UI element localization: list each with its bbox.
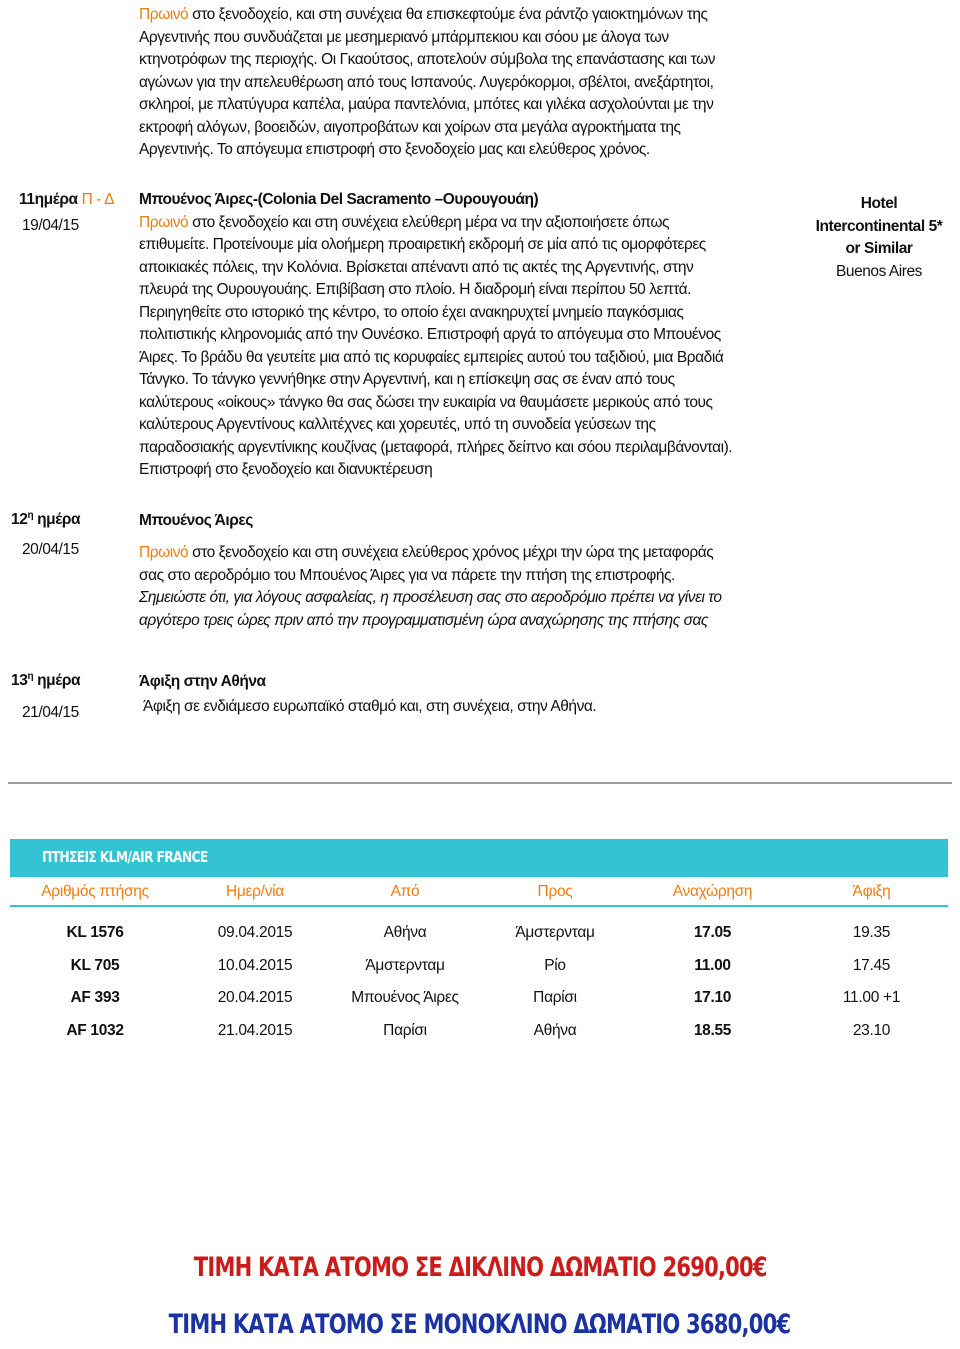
col-flight-number: Αριθμός πτήσης [41,883,149,900]
table-row: AF 1032 21.04.2015 Παρίσι Αθήνα 18.55 23.10 [66,1021,891,1039]
table-row: KL 705 10.04.2015 Άμστερνταμ Ρίο 11.00 17.45 [70,956,891,974]
day11-date: 19/04/15 [22,217,79,234]
col-date: Ημερ/νία [226,883,284,900]
day11-label: 11ημέρα Π - Δ [19,191,115,208]
col-arrival: Άφιξη [852,883,891,900]
day11-hotel: Hotel Intercontinental 5* or Similar Buenos Aires [815,195,943,280]
table-row: AF 393 20.04.2015 Μπουένος Άιρες Παρίσι 17.10 11.00 +1 [70,989,901,1007]
price-single-room: ΤΙΜΗ ΚΑΤΑ ΑΤΟΜΟ ΣΕ ΜΟΝΟΚΛΙΝΟ ΔΩΜΑΤΙΟ 3680,00€ [169,1309,791,1340]
day12-date: 20/04/15 [22,541,79,558]
day11-lead: Πρωινό [139,213,189,231]
intro-line-7: Αργεντινής. Το απόγευμα επιστροφή στο ξενοδοχείο μας και ελεύθερος χρόνος. [139,141,650,158]
intro-lead: Πρωινό [139,6,189,23]
day12-note: Σημειώστε ότι, για λόγους ασφαλείας, η προσέλευση σας στο αεροδρόμιο πρέπει να γίνει το [139,589,722,606]
intro-line-4: αγώνων για την απελευθέρωση από τους Ισπανούς. Λυγερόκορμοι, σβέλτοι, ανεξάρτητοι, [139,73,714,91]
section-divider [8,782,952,784]
intro-line-1: στο ξενοδοχείο, και στη συνέχεια θα επισκεφτούμε ένα ράντζο γαιοκτημόνων της [188,6,708,23]
day13-body: Άφιξη σε ενδιάμεσο ευρωπαϊκό σταθμό και, στη συνέχεια, στην Αθήνα. [143,698,597,715]
intro-paragraph [139,4,949,162]
table-row: KL 1576 09.04.2015 Αθήνα Άμστερνταμ 17.05 19.35 [66,924,891,942]
intro-line-6: εκτροφή αλόγων, βοοειδών, αιγοπροβάτων και χοίρων στα μεγάλα αγροκτήματα της [139,118,681,136]
intro-line-5: σκληροί, με πλατύγυρα καπέλα, μαύρα παντελόνια, μπότες και γιλέκα ασχολούνται με την [139,96,714,113]
day12-label: $12^\eta$ ημέρα [11,510,81,529]
day13-title: Άφιξη στην Αθήνα [139,673,266,690]
col-departure: Αναχώρηση [672,883,753,900]
flights-header-row [10,879,948,905]
day11-meal-codes: Π - Δ [81,191,115,208]
flights-header-underline [10,905,948,907]
price-double-room: ΤΙΜΗ ΚΑΤΑ ΑΤΟΜΟ ΣΕ ΔΙΚΛΙΝΟ ΔΩΜΑΤΙΟ 2690,00€ [193,1252,767,1283]
day13-label: $13^\eta$ ημέρα [11,671,81,690]
flights-banner: ΠΤΗΣΕΙΣ KLM/AIR FRANCE [10,839,948,877]
day11-body: Μπουένος Άιρες-(Colonia Del Sacramento –Ουρουγουάη) Πρωινό στο ξενοδοχείο και στη συνέχεια ελεύθερη μέρα να την αξιοποιήσετε όπως επιθυμείτε. Προτείνουμε μία ολοήμερη προαιρετική εκδρομή σε μία από τις ομορφότερες αποικιακές πόλεις, την Κολόνια. Βρίσκεται απέναντι από τις ακτές της Αργεντινής, στην πλευρά της Ουρουγουάης. Επιβίβαση στο πλοίο. Η διαδρομή είναι περίπου 50 λεπτά. Περιηγηθείτε στο ιστορικό της κέντρο, το οποίο έχει ανακηρυχτεί μνημείο παγκόσμιας πολιτιστικής κληρονομιάς από την Ουνέσκο. Επιστροφή αργά το απόγευμα στο Μπουένος Άιρες. Το βράδυ θα γευτείτε μια από τις κορυφαίες εμπειρίες αυτού του ταξιδιού, μια Βραδιά Τάνγκο. Το τάνγκο γεννήθηκε στην Αργεντινή, και η επίσκεψη σας σε έναν από τους καλύτερους «οίκους» τάνγκο θα σας δώσει την ευκαιρία να θαυμάσετε μερικούς από τους καλύτερους Αργεντίνους καλλιτέχνες και χορευτές, υπό τη συνοδεία γεύσεων της παραδοσιακής αργεντίνικης κουζίνας (μεταφορά, πλήρες δείπνο και σόου περιλαμβάνονται). Επιστροφή στο ξενοδοχείο και διανυκτέρευση [139,189,829,482]
day12-body: Πρωινό στο ξενοδοχείο και στη συνέχεια ελεύθερος χρόνος μέχρι την ώρα της μεταφοράς σας στο αεροδρόμιο του Μπουένος Άιρες για να πάρετε την πτήση της επιστροφής. Σημειώστε ότι, για λόγους ασφαλείας, η προσέλευση σας στο αεροδρόμιο πρέπει να γίνει το αργότερο τρεις ώρες πριν από την προγραμματισμένη ώρα αναχώρησης της πτήσης σας [139,542,939,632]
day11-title: Μπουένος Άιρες-(Colonia Del Sacramento –Ουρουγουάη) [139,191,539,208]
intro-line-2: Αργεντινής που συνδυάζεται με μεσημεριανό μπάρμπεκιου και σόου με άλογα των [139,28,669,46]
intro-line-3: κτηνοτρόφων της περιοχής. Οι Γκαούτσος, αποτελούν σύμβολα της επανάστασης και των [139,51,716,68]
day12-title: Μπουένος Άιρες [139,512,253,529]
col-to: Προς [537,883,573,900]
col-from: Από [390,883,420,900]
day13-date: 21/04/15 [22,704,79,721]
